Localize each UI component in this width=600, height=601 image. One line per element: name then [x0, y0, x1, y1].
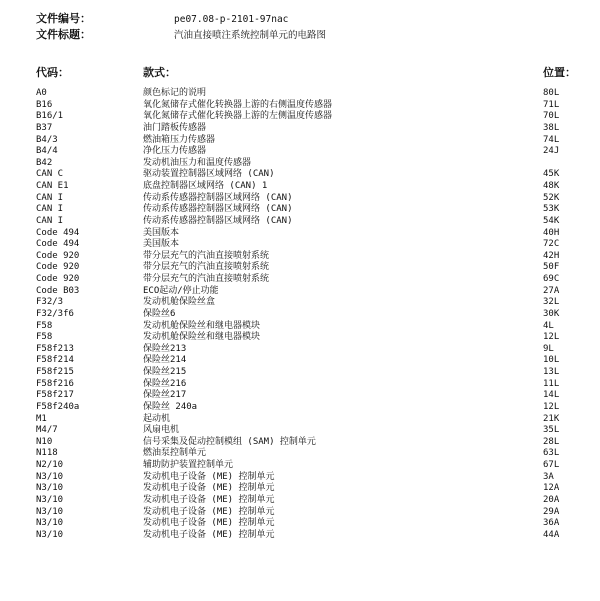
component-code: B4/4 — [36, 146, 58, 157]
component-code: F58f216 — [36, 378, 74, 389]
table-row — [0, 367, 600, 379]
component-description: 发动机电子设备 (ME) 控制单元 — [143, 529, 275, 540]
component-description: 发动机电子设备 (ME) 控制单元 — [143, 494, 275, 505]
position-column-header: 位置： — [543, 66, 576, 79]
table-row — [0, 425, 600, 437]
table-row — [0, 262, 600, 274]
component-position: 54K — [543, 215, 560, 226]
document-number-label: 文件编号： — [36, 12, 91, 25]
document-title-value: 汽油直接喷注系统控制单元的电路图 — [174, 30, 327, 41]
component-code: Code 920 — [36, 274, 80, 284]
component-description: 发动机舱保险丝和继电器模块 — [143, 332, 261, 343]
component-description: 保险丝216 — [143, 378, 187, 389]
code-column-header: 代码： — [36, 66, 69, 79]
component-code: F58f217 — [36, 390, 74, 401]
component-position: 4L — [543, 320, 554, 331]
component-code: CAN I — [36, 192, 64, 203]
component-position: 72C — [543, 239, 560, 250]
component-position: 9L — [543, 343, 554, 354]
component-code: F58f215 — [36, 367, 74, 377]
component-position: 36A — [543, 518, 560, 529]
component-description: 发动机电子设备 (ME) 控制单元 — [143, 506, 275, 517]
component-description: 燃油泵控制单元 — [143, 448, 207, 459]
component-code: F58f240a — [36, 401, 80, 412]
component-description: 发动机油压力和温度传感器 — [143, 157, 252, 168]
table-row — [0, 286, 600, 298]
component-code: Code 494 — [36, 227, 80, 238]
component-position: 12A — [543, 483, 560, 494]
table-row — [0, 204, 600, 216]
table-row — [0, 483, 600, 495]
table-row — [0, 495, 600, 507]
component-code: CAN C — [36, 169, 64, 180]
component-position: 13L — [543, 367, 560, 377]
component-code: F58f213 — [36, 343, 74, 354]
component-description: 保险丝215 — [143, 367, 187, 377]
component-description: 传动系传感器控制器区域网络 (CAN) — [143, 215, 293, 226]
component-code: F32/3 — [36, 297, 64, 308]
component-position: 10L — [543, 355, 560, 366]
component-code: F58 — [36, 320, 53, 331]
component-description: 保险丝 240a — [143, 401, 198, 412]
table-row — [0, 390, 600, 402]
table-row — [0, 402, 600, 414]
component-code: M4/7 — [36, 425, 58, 436]
component-description: 颜色标记的说明 — [143, 88, 207, 98]
component-description: 带分层充气的汽油直接喷射系统 — [143, 274, 270, 284]
component-description: 氧化氮储存式催化转换器上游的左侧温度传感器 — [143, 111, 333, 122]
component-position: 71L — [543, 99, 560, 110]
table-row — [0, 193, 600, 205]
table-row — [0, 507, 600, 519]
table-row — [0, 239, 600, 251]
component-position: 69C — [543, 274, 560, 284]
component-position: 30K — [543, 308, 560, 319]
table-row — [0, 146, 600, 158]
component-position: 40H — [543, 227, 560, 238]
component-code: B4/3 — [36, 134, 58, 145]
document-number-row — [36, 12, 288, 27]
document-title-label: 文件标题： — [36, 28, 91, 41]
component-description: 信号采集及促动控制模组 (SAM) 控制单元 — [143, 436, 316, 447]
component-description: 保险丝6 — [143, 308, 176, 319]
component-code: Code 494 — [36, 239, 80, 250]
component-description: 带分层充气的汽油直接喷射系统 — [143, 250, 270, 261]
component-position: 27A — [543, 285, 560, 296]
component-description: 燃油箱压力传感器 — [143, 134, 216, 145]
component-position: 12L — [543, 401, 560, 412]
component-code: CAN I — [36, 204, 64, 215]
component-position: 28L — [543, 436, 560, 447]
component-code: B37 — [36, 122, 53, 133]
table-row — [0, 379, 600, 391]
table-row — [0, 181, 600, 193]
component-description: 驱动装置控制器区域网络 (CAN) — [143, 169, 275, 180]
component-description: 保险丝213 — [143, 343, 187, 354]
component-code: N3/10 — [36, 471, 64, 482]
component-position: 67L — [543, 460, 560, 470]
table-row — [0, 274, 600, 286]
component-description: 氧化氮储存式催化转换器上游的右侧温度传感器 — [143, 99, 333, 110]
table-row — [0, 414, 600, 426]
component-table — [0, 88, 600, 541]
component-position: 11L — [543, 378, 560, 389]
table-row — [0, 321, 600, 333]
component-position: 70L — [543, 111, 560, 122]
component-position: 45K — [543, 169, 560, 180]
table-row — [0, 297, 600, 309]
component-description: 油门踏板传感器 — [143, 122, 207, 133]
component-code: F58 — [36, 332, 53, 343]
description-column-header: 款式： — [143, 66, 176, 79]
table-row — [0, 158, 600, 170]
component-code: B16 — [36, 99, 53, 110]
table-row — [0, 309, 600, 321]
table-row — [0, 123, 600, 135]
table-row — [0, 344, 600, 356]
component-description: 美国版本 — [143, 227, 180, 238]
component-description: 发动机电子设备 (ME) 控制单元 — [143, 483, 275, 494]
component-code: N10 — [36, 436, 53, 447]
component-position: 48K — [543, 181, 560, 191]
component-position: 20A — [543, 494, 560, 505]
component-position: 80L — [543, 88, 560, 98]
component-position: 35L — [543, 425, 560, 436]
component-position: 42H — [543, 250, 560, 261]
component-description: 辅助防护装置控制单元 — [143, 460, 234, 470]
component-code: B16/1 — [36, 111, 64, 122]
component-description: 保险丝217 — [143, 390, 187, 401]
component-position: 53K — [543, 204, 560, 215]
table-row — [0, 355, 600, 367]
component-position: 52K — [543, 192, 560, 203]
component-description: ECO起动/停止功能 — [143, 285, 219, 296]
component-description: 保险丝214 — [143, 355, 187, 366]
component-position: 50F — [543, 262, 560, 273]
table-row — [0, 169, 600, 181]
component-position: 38L — [543, 122, 560, 133]
component-description: 净化压力传感器 — [143, 146, 207, 157]
component-code: N2/10 — [36, 460, 64, 470]
table-row — [0, 472, 600, 484]
component-position: 12L — [543, 332, 560, 343]
component-position: 63L — [543, 448, 560, 459]
table-row — [0, 251, 600, 263]
component-code: CAN I — [36, 215, 64, 226]
component-position: 74L — [543, 134, 560, 145]
table-row — [0, 460, 600, 472]
table-row — [0, 518, 600, 530]
component-code: N3/10 — [36, 529, 64, 540]
component-code: B42 — [36, 157, 53, 168]
component-description: 美国版本 — [143, 239, 180, 250]
component-description: 发动机电子设备 (ME) 控制单元 — [143, 471, 275, 482]
component-code: Code 920 — [36, 262, 80, 273]
component-code: N118 — [36, 448, 58, 459]
component-code: N3/10 — [36, 483, 64, 494]
component-position: 24J — [543, 146, 560, 157]
component-position: 3A — [543, 471, 554, 482]
component-description: 带分层充气的汽油直接喷射系统 — [143, 262, 270, 273]
component-code: CAN E1 — [36, 181, 69, 191]
component-position: 14L — [543, 390, 560, 401]
table-row — [0, 135, 600, 147]
table-row — [0, 88, 600, 100]
component-position: 21K — [543, 413, 560, 424]
component-code: N3/10 — [36, 494, 64, 505]
component-description: 传动系传感器控制器区域网络 (CAN) — [143, 192, 293, 203]
component-position: 44A — [543, 529, 560, 540]
component-description: 发动机电子设备 (ME) 控制单元 — [143, 518, 275, 529]
component-description: 底盘控制器区域网络 (CAN) 1 — [143, 181, 268, 191]
component-code: F32/3f6 — [36, 308, 74, 319]
table-row — [0, 448, 600, 460]
table-row — [0, 111, 600, 123]
table-row — [0, 437, 600, 449]
component-description: 风扇电机 — [143, 425, 180, 436]
table-row — [0, 332, 600, 344]
component-description: 起动机 — [143, 413, 171, 424]
table-row — [0, 228, 600, 240]
component-description: 发动机舱保险丝盒 — [143, 297, 216, 308]
component-code: Code 920 — [36, 250, 80, 261]
component-code: M1 — [36, 413, 47, 424]
component-code: N3/10 — [36, 518, 64, 529]
component-code: Code B03 — [36, 285, 80, 296]
component-description: 传动系传感器控制器区域网络 (CAN) — [143, 204, 293, 215]
component-position: 29A — [543, 506, 560, 517]
component-code: N3/10 — [36, 506, 64, 517]
document-title-row — [36, 28, 326, 43]
component-description: 发动机舱保险丝和继电器模块 — [143, 320, 261, 331]
table-row — [0, 100, 600, 112]
document-number-value: pe07.08-p-2101-97nac — [174, 14, 289, 25]
table-row — [0, 530, 600, 542]
component-code: F58f214 — [36, 355, 74, 366]
component-position: 32L — [543, 297, 560, 308]
component-code: A0 — [36, 88, 47, 98]
table-row — [0, 216, 600, 228]
